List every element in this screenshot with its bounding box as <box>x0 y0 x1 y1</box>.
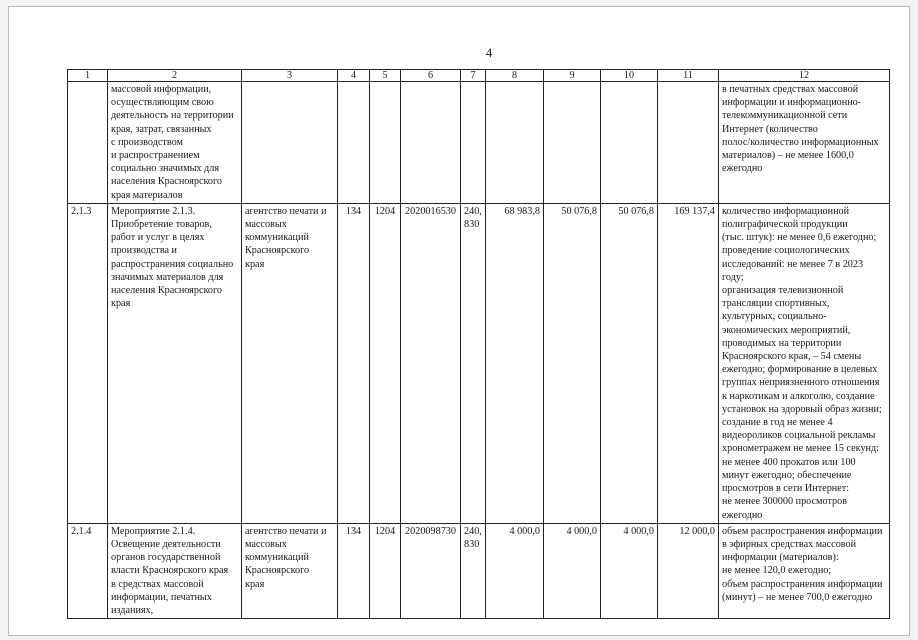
header-row <box>68 70 890 82</box>
cell-vr: 240, 830 <box>461 203 486 523</box>
col-header-11: 11 <box>658 70 719 82</box>
cell-rzpr: 1204 <box>370 203 401 523</box>
cell-vr <box>461 82 486 204</box>
col-header-6: 6 <box>401 70 461 82</box>
cell-csr: 2020016530 <box>401 203 461 523</box>
col-header-12: 12 <box>719 70 890 82</box>
cell-year1: 68 983,8 <box>486 203 544 523</box>
cell-executor <box>242 82 338 204</box>
cell-executor: агентство печати и массовых коммуникаций Красноярского края <box>242 523 338 618</box>
col-header-5: 5 <box>370 70 401 82</box>
cell-total <box>658 82 719 204</box>
cell-rzpr <box>370 82 401 204</box>
cell-code <box>68 82 108 204</box>
col-header-10: 10 <box>601 70 658 82</box>
cell-year3: 50 076,8 <box>601 203 658 523</box>
cell-executor: агентство печати и массовых коммуникаций Красноярского края <box>242 203 338 523</box>
cell-rzpr: 1204 <box>370 523 401 618</box>
col-header-8: 8 <box>486 70 544 82</box>
cell-csr <box>401 82 461 204</box>
cell-year2: 50 076,8 <box>544 203 601 523</box>
cell-year3 <box>601 82 658 204</box>
cell-total: 12 000,0 <box>658 523 719 618</box>
document-page <box>8 6 910 636</box>
cell-csr: 2020098730 <box>401 523 461 618</box>
cell-name: Мероприятие 2.1.4. Освещение деятельности органов государственной власти Красноярского края в средствах массовой информации, печатных изданиях, <box>108 523 242 618</box>
cell-name: Мероприятие 2.1.3. Приобретение товаров, работ и услуг в целях производства и распространения социально значимых материалов для населения Красноярского края <box>108 203 242 523</box>
page-number: 4 <box>485 45 493 60</box>
program-table <box>67 69 890 619</box>
cell-vr: 240, 830 <box>461 523 486 618</box>
cell-year3: 4 000,0 <box>601 523 658 618</box>
col-header-4: 4 <box>338 70 370 82</box>
cell-name: массовой информации, осуществляющим свою деятельность на территории края, затрат, связанных с производством и распространением социально значимых для населения Красноярского края материалов <box>108 82 242 204</box>
cell-code: 2.1.4 <box>68 523 108 618</box>
cell-year1: 4 000,0 <box>486 523 544 618</box>
table-row <box>68 203 890 523</box>
cell-grbs: 134 <box>338 203 370 523</box>
cell-result: количество информационной полиграфической продукции (тыс. штук): не менее 0,6 ежегодно; проведение социологических исследований: не менее 7 в 2023 году; организация телевизионной трансляции спортивных, культурных, социально- экономических мероприятий, проводимых на территории Красноярского края, – 54 смены ежегодно; формирование в целевых группах неприязненного отношения к наркотикам и алкоголю, создание установок на здоровый образ жизни; создание в год не менее 4 видеороликов социальной рекламы хронометражем не менее 15 секунд: не менее 400 прокатов или 100 минут ежегодно; обеспечение просмотров в сети Интернет: не менее 300000 просмотров ежегодно <box>719 203 890 523</box>
cell-year2: 4 000,0 <box>544 523 601 618</box>
cell-result: в печатных средствах массовой информации и информационно- телекоммуникационной сети Интернет (количество полос/количество информационных материалов) – не менее 1600,0 ежегодно <box>719 82 890 204</box>
col-header-3: 3 <box>242 70 338 82</box>
cell-grbs <box>338 82 370 204</box>
col-header-7: 7 <box>461 70 486 82</box>
cell-year1 <box>486 82 544 204</box>
cell-total: 169 137,4 <box>658 203 719 523</box>
col-header-9: 9 <box>544 70 601 82</box>
cell-code: 2.1.3 <box>68 203 108 523</box>
table-row <box>68 82 890 204</box>
table-row <box>68 523 890 618</box>
cell-result: объем распространения информации в эфирных средствах массовой информации (материалов): не менее 120,0 ежегодно; объем распространения информации (минут) – не менее 700,0 ежегодно <box>719 523 890 618</box>
cell-grbs: 134 <box>338 523 370 618</box>
cell-year2 <box>544 82 601 204</box>
col-header-2: 2 <box>108 70 242 82</box>
col-header-1: 1 <box>68 70 108 82</box>
